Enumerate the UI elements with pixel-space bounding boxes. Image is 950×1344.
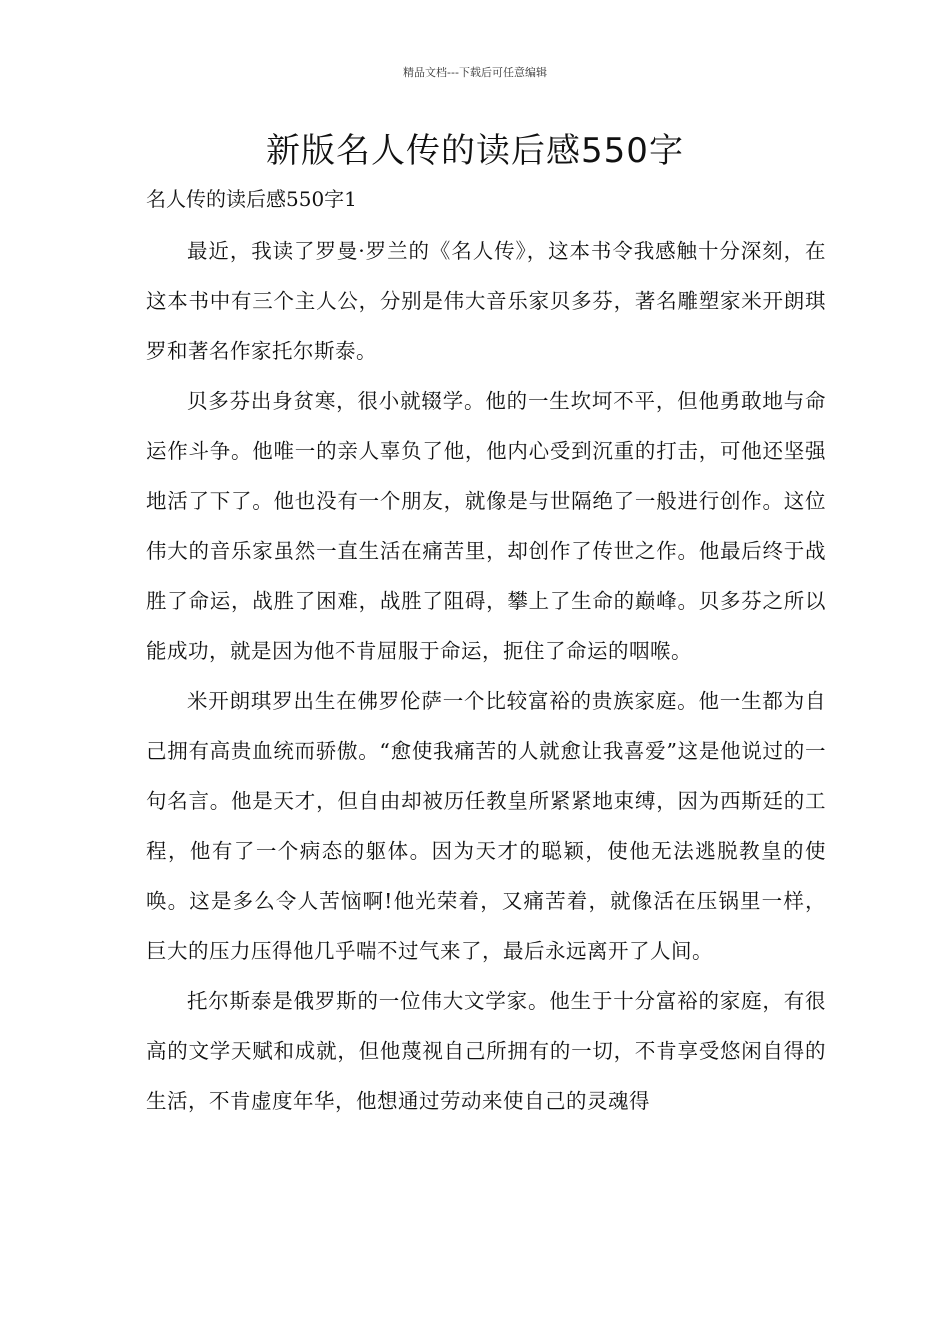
document-title: 新版名人传的读后感550字 (266, 131, 684, 171)
document-body (146, 226, 826, 1126)
paragraph: 最近，我读了罗曼·罗兰的《名人传》，这本书令我感触十分深刻，在这本书中有三个主人公，分别是伟大音乐家贝多芬，著名雕塑家米开朗琪罗和著名作家托尔斯泰。 (146, 239, 826, 363)
paragraph: 托尔斯泰是俄罗斯的一位伟大文学家。他生于十分富裕的家庭，有很高的文学天赋和成就，但他蔑视自己所拥有的一切，不肯享受悠闲自得的生活，不肯虚度年华，他想通过劳动来使自己的灵魂得 (146, 989, 826, 1113)
document-subtitle: 名人传的读后感550字1 (146, 187, 357, 211)
paragraph: 贝多芬出身贫寒，很小就辍学。他的一生坎坷不平，但他勇敢地与命运作斗争。他唯一的亲人辜负了他，他内心受到沉重的打击，可他还坚强地活了下了。他也没有一个朋友，就像是与世隔绝了一般进行创作。这位伟大的音乐家虽然一直生活在痛苦里，却创作了传世之作。他最后终于战胜了命运，战胜了困难，战胜了阻碍，攀上了生命的巅峰。贝多芬之所以能成功，就是因为他不肯屈服于命运，扼住了命运的咽喉。 (146, 389, 826, 663)
header-note: 精品文档---下载后可任意编辑 (403, 66, 547, 79)
paragraph: 米开朗琪罗出生在佛罗伦萨一个比较富裕的贵族家庭。他一生都为自己拥有高贵血统而骄傲。“愈使我痛苦的人就愈让我喜爱”这是他说过的一句名言。他是天才，但自由却被历任教皇所紧紧地束缚，因为西斯廷的工程，他有了一个病态的躯体。因为天才的聪颖，使他无法逃脱教皇的使唤。这是多么令人苦恼啊!他光荣着，又痛苦着，就像活在压锅里一样，巨大的压力压得他几乎喘不过气来了，最后永远离开了人间。 (146, 689, 826, 963)
